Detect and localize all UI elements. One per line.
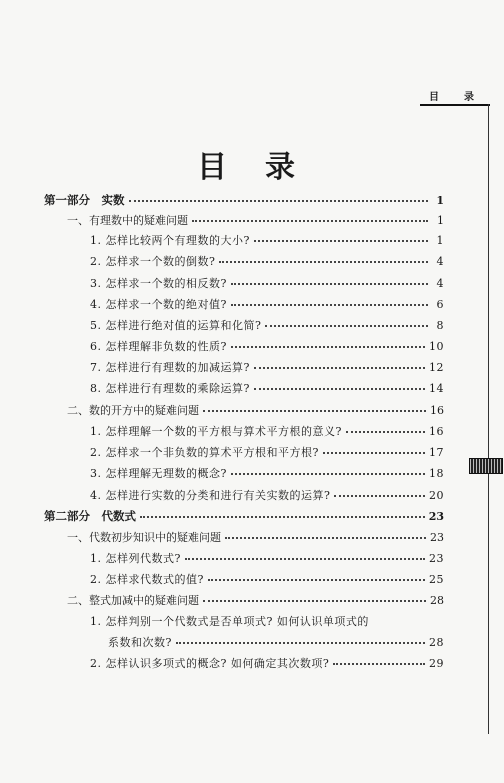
toc-entry[interactable] bbox=[90, 380, 444, 398]
toc-entry-line2[interactable] bbox=[108, 634, 444, 652]
dot-leader bbox=[265, 316, 428, 327]
toc-section[interactable] bbox=[67, 529, 444, 547]
toc-section[interactable] bbox=[67, 402, 444, 420]
toc-page: 28 bbox=[429, 636, 444, 649]
dot-leader bbox=[203, 591, 426, 602]
toc-entry[interactable] bbox=[90, 296, 444, 314]
dot-leader bbox=[333, 654, 425, 665]
dot-leader bbox=[346, 422, 425, 433]
toc-page: 23 bbox=[429, 552, 444, 565]
toc-page: 23 bbox=[430, 531, 444, 544]
dot-leader bbox=[254, 379, 425, 390]
toc-page: 4 bbox=[436, 255, 444, 268]
toc-entry[interactable] bbox=[90, 655, 444, 673]
toc-part-1[interactable] bbox=[44, 192, 444, 210]
toc-label: 2. 怎样认识多项式的概念? 如何确定其次数项? bbox=[90, 657, 330, 670]
toc-page: 16 bbox=[430, 404, 444, 417]
running-header-left: 目 bbox=[429, 92, 439, 103]
toc-label: 8. 怎样进行有理数的乘除运算? bbox=[90, 382, 250, 395]
toc-label: 3. 怎样理解无理数的概念? bbox=[90, 467, 227, 480]
toc-label: 第一部分 实数 bbox=[44, 193, 125, 207]
toc-page: 14 bbox=[429, 382, 444, 395]
toc-page: 23 bbox=[428, 510, 444, 523]
toc-page: 18 bbox=[429, 467, 444, 480]
toc-label: 2. 怎样求代数式的值? bbox=[90, 573, 204, 586]
dot-leader bbox=[185, 549, 425, 560]
toc-entry[interactable] bbox=[90, 465, 444, 483]
dot-leader bbox=[231, 337, 425, 348]
toc-label: 4. 怎样求一个数的绝对值? bbox=[90, 298, 227, 311]
toc-label: 二、数的开方中的疑难问题 bbox=[67, 404, 199, 417]
toc-label: 1. 怎样列代数式? bbox=[90, 552, 181, 565]
dot-leader bbox=[231, 274, 428, 285]
title-char-1: 目 bbox=[197, 150, 227, 185]
toc-label: 系数和次数? bbox=[108, 636, 172, 649]
dot-leader bbox=[203, 401, 426, 412]
dot-leader bbox=[334, 486, 425, 497]
toc-label: 6. 怎样理解非负数的性质? bbox=[90, 340, 227, 353]
toc-page: 20 bbox=[429, 489, 444, 502]
toc-label: 3. 怎样求一个数的相反数? bbox=[90, 277, 227, 290]
title-char-2: 录 bbox=[265, 150, 295, 185]
toc-page: 17 bbox=[429, 446, 444, 459]
dot-leader bbox=[254, 358, 425, 369]
toc-entry[interactable] bbox=[90, 550, 444, 568]
dot-leader bbox=[323, 443, 425, 454]
toc-part-2[interactable] bbox=[44, 508, 444, 526]
dot-leader bbox=[129, 191, 429, 202]
toc-label: 第二部分 代数式 bbox=[44, 509, 136, 523]
dot-leader bbox=[176, 633, 425, 644]
toc-label: 一、有理数中的疑难问题 bbox=[67, 214, 188, 227]
toc-page: 1 bbox=[437, 214, 444, 227]
toc-label: 二、整式加减中的疑难问题 bbox=[67, 594, 199, 607]
dot-leader bbox=[254, 231, 428, 242]
toc-section[interactable] bbox=[67, 592, 444, 610]
toc-page: 25 bbox=[429, 573, 444, 586]
dot-leader bbox=[192, 211, 428, 222]
toc-page: 16 bbox=[429, 425, 444, 438]
toc-label: 1. 怎样比较两个有理数的大小? bbox=[90, 234, 250, 247]
toc-entry[interactable] bbox=[90, 275, 444, 293]
toc-section[interactable] bbox=[67, 212, 444, 230]
toc-label: 一、代数初步知识中的疑难问题 bbox=[67, 531, 221, 544]
toc-entry[interactable] bbox=[90, 338, 444, 356]
toc-page: 4 bbox=[436, 277, 444, 290]
dot-leader bbox=[231, 295, 428, 306]
toc-entry[interactable] bbox=[90, 317, 444, 335]
toc-entry[interactable] bbox=[90, 232, 444, 250]
toc-label: 7. 怎样进行有理数的加减运算? bbox=[90, 361, 250, 374]
toc-page: 1 bbox=[436, 194, 444, 207]
dot-leader bbox=[219, 252, 428, 263]
toc-label: 2. 怎样求一个数的倒数? bbox=[90, 255, 216, 268]
dot-leader bbox=[208, 570, 425, 581]
toc-label: 4. 怎样进行实数的分类和进行有关实数的运算? bbox=[90, 489, 331, 502]
toc-entry[interactable] bbox=[90, 487, 444, 505]
toc-entry[interactable] bbox=[90, 444, 444, 462]
toc-page: 1 bbox=[436, 234, 444, 247]
toc-label: 5. 怎样进行绝对值的运算和化简? bbox=[90, 319, 262, 332]
toc-page: 12 bbox=[429, 361, 444, 374]
toc-page: 8 bbox=[436, 319, 444, 332]
toc-page: 6 bbox=[436, 298, 444, 311]
toc-page: 10 bbox=[429, 340, 444, 353]
dot-leader bbox=[140, 507, 425, 518]
toc-entry[interactable] bbox=[90, 253, 444, 271]
dot-leader bbox=[225, 528, 426, 539]
running-header-right: 录 bbox=[464, 92, 474, 103]
toc-entry[interactable] bbox=[90, 571, 444, 589]
toc-label: 1. 怎样理解一个数的平方根与算术平方根的意义? bbox=[90, 425, 342, 438]
dot-leader bbox=[231, 464, 425, 475]
toc-entry[interactable] bbox=[90, 423, 444, 441]
toc-label: 2. 怎样求一个非负数的算术平方根和平方根? bbox=[90, 446, 319, 459]
toc-page: 28 bbox=[430, 594, 444, 607]
toc-entry-line1[interactable]: 1. 怎样判别一个代数式是否单项式? 如何认识单项式的 bbox=[90, 615, 369, 628]
toc-page: 29 bbox=[429, 657, 444, 670]
toc-entry[interactable] bbox=[90, 359, 444, 377]
